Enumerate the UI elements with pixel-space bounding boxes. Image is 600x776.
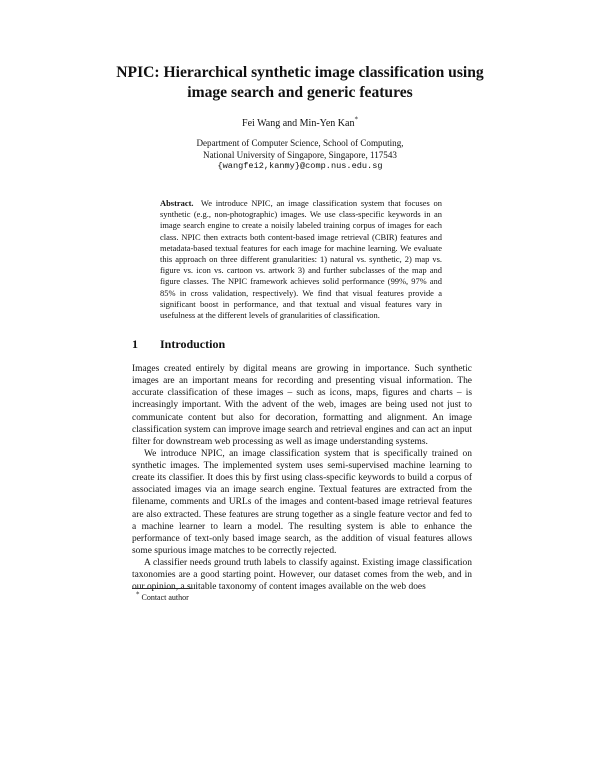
abstract-label: Abstract. (160, 198, 194, 208)
footnote (136, 590, 466, 603)
title-line-1: NPIC: Hierarchical synthetic image classification using (116, 64, 484, 81)
abstract-text: We introduce NPIC, an image classification system that focuses on synthetic (e.g., non-photographic) images. We use class-specific keywords in an image search engine to create a noisily labeled training corpus of images for each class. NPIC then extracts both content-based image retrieval (CBIR) features and metadata-based textual features for each image for machine learning. We evaluate this approach on three different granularities: 1) natural vs. synthetic, 2) map vs. figure vs. icon vs. cartoon vs. artwork 3) and further subclasses of the map and figure classes. The NPIC framework achieves solid performance (99%, 97% and 85% in cross validation, respectively). We find that visual features provide a significant boost in performance, and that textual and visual features vary in usefulness at the different levels of granularities of classification. (160, 198, 442, 321)
email-address: {wangfei2,kanmy}@comp.nus.edu.sg (217, 161, 383, 172)
footnote-mark: * (136, 590, 140, 599)
abstract (160, 198, 442, 321)
paragraph: Images created entirely by digital means are growing in importance. Such synthetic images are an important means for recording and presenting visual information. The accurate classification of these images – such as icons, maps, figures and charts – is increasingly important. With the advent of the web, images are being used not just to communicate content but also for decoration, formatting and alignment. An image classification system can improve image search and retrieval engines and can act an input filter for downstream web processing as well as image understanding systems. (132, 364, 472, 447)
affiliation-line-1: Department of Computer Science, School of Computing, (196, 138, 404, 148)
section-title: Introduction (160, 337, 226, 351)
author-list (100, 115, 500, 130)
footnote-divider (132, 588, 192, 589)
affiliation-line-2: National University of Singapore, Singapore, 117543 (203, 149, 397, 160)
paper-title (100, 63, 500, 103)
paragraph: We introduce NPIC, an image classification system that is specifically trained on synthetic images. The implemented system uses semi-supervised machine learning to create its classifier. It does this by first using class-specific keywords to build a corpus of associated images via an image search engine. Textual features are extracted from the filename, comments and URLs of the images and content-based image retrieval features are also extracted. These features are strung together as a single feature vector and fed to a machine learner to learn a model. The resulting system is able to enhance the performance of text-only based image search, as the addition of visual features allows some spurious image matches to be correctly rejected. (132, 448, 472, 556)
section-number: 1 (132, 337, 138, 351)
title-line-2: image search and generic features (187, 84, 413, 101)
footnote-text: Contact author (141, 593, 189, 602)
paragraph: A classifier needs ground truth labels to classify against. Existing image classification taxonomies are a good starting point. However, our dataset comes from the web, and in our opinion, a suitable taxonomy of content images available on the web does (132, 558, 472, 593)
section-heading (132, 337, 472, 351)
body-text (132, 363, 472, 593)
author-footnote-mark: * (354, 115, 358, 124)
authors-text: Fei Wang and Min-Yen Kan (242, 118, 355, 129)
affiliation (100, 138, 500, 173)
